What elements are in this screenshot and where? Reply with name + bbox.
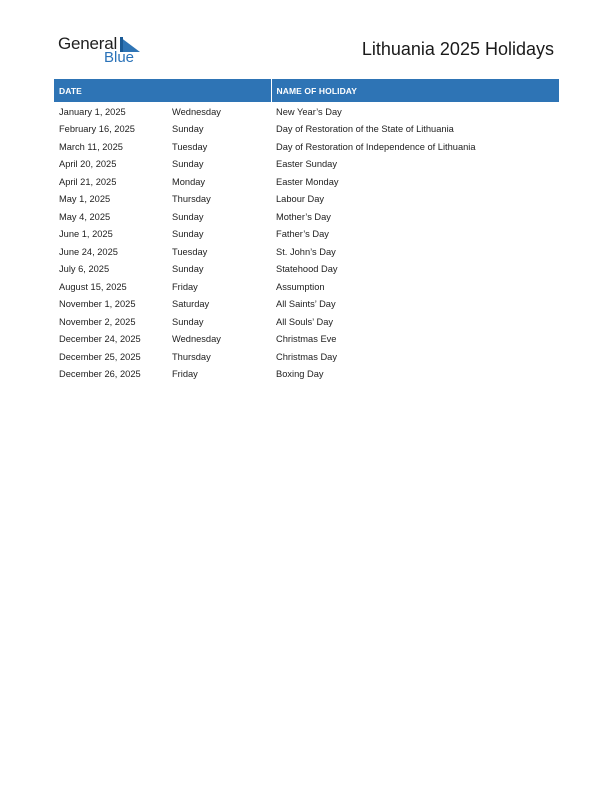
page-title: Lithuania 2025 Holidays [361,39,554,59]
holiday-weekday-cell: Wednesday [172,106,221,117]
table-row [54,138,559,156]
logo-text-blue: Blue [104,49,135,66]
holiday-weekday-cell: Monday [172,176,206,187]
holiday-name-cell: All Souls’ Day [276,316,334,327]
table-row [54,102,559,121]
holiday-date-cell: June 1, 2025 [59,229,113,240]
holiday-date-cell: May 4, 2025 [59,211,111,222]
holiday-name-cell: Mother’s Day [276,211,331,222]
table-row [54,296,559,314]
holiday-date-cell: April 20, 2025 [59,159,117,170]
holiday-weekday-cell: Wednesday [172,334,221,345]
holiday-date-cell: August 15, 2025 [59,281,127,292]
holiday-date-cell: April 21, 2025 [59,176,117,187]
table-row [54,331,559,349]
holiday-name-cell: Day of Restoration of Independence of Lithuania [276,141,476,152]
holiday-weekday-cell: Sunday [172,124,204,135]
holiday-weekday-cell: Sunday [172,264,204,275]
holiday-weekday-cell: Sunday [172,159,204,170]
holiday-name-cell: Assumption [276,281,325,292]
holiday-name-cell: Easter Sunday [276,159,337,170]
holiday-date-cell: February 16, 2025 [59,124,135,135]
holiday-weekday-cell: Tuesday [172,141,208,152]
holiday-weekday-cell: Sunday [172,211,204,222]
table-row [54,278,559,296]
holiday-name-cell: Easter Monday [276,176,339,187]
holiday-name-cell: Boxing Day [276,369,324,380]
holiday-date-cell: November 1, 2025 [59,299,136,310]
holiday-weekday-cell: Sunday [172,316,204,327]
holiday-name-cell: Christmas Day [276,351,337,362]
table-row [54,313,559,331]
holiday-name-cell: Day of Restoration of the State of Lithuania [276,124,454,135]
holiday-date-cell: June 24, 2025 [59,246,118,257]
holiday-name-cell: Father’s Day [276,229,329,240]
table-row [54,173,559,191]
table-row [54,226,559,244]
holiday-date-cell: July 6, 2025 [59,264,110,275]
table-row [54,348,559,366]
holiday-rows [54,102,559,383]
holiday-name-cell: All Saints’ Day [276,299,336,310]
table-row [54,243,559,261]
holiday-weekday-cell: Thursday [172,194,211,205]
holiday-date-cell: December 26, 2025 [59,369,141,380]
holiday-date-cell: March 11, 2025 [59,141,123,152]
table-row [54,156,559,174]
holiday-name-cell: Statehood Day [276,264,338,275]
holiday-date-cell: November 2, 2025 [59,316,136,327]
table-header-row [54,79,559,102]
holiday-column-header: NAME OF HOLIDAY [271,79,559,102]
holiday-weekday-cell: Saturday [172,299,210,310]
holiday-weekday-cell: Sunday [172,229,204,240]
logo-text-general: General [58,34,118,53]
holiday-weekday-cell: Tuesday [172,246,208,257]
table-row [54,261,559,279]
date-column-header: DATE [54,79,271,102]
table-row [54,208,559,226]
holiday-name-cell: Christmas Eve [276,334,337,345]
holiday-date-cell: January 1, 2025 [59,106,126,117]
holiday-date-cell: May 1, 2025 [59,194,111,205]
table-row [54,191,559,209]
holiday-weekday-cell: Thursday [172,351,211,362]
holiday-name-cell: St. John’s Day [276,246,336,257]
holiday-name-cell: New Year’s Day [276,106,342,117]
holiday-weekday-cell: Friday [172,281,198,292]
table-row [54,366,559,384]
holiday-weekday-cell: Friday [172,369,198,380]
holiday-date-cell: December 25, 2025 [59,351,141,362]
holiday-date-cell: December 24, 2025 [59,334,141,345]
holiday-name-cell: Labour Day [276,194,325,205]
brand-logo [58,34,148,68]
table-row [54,121,559,139]
holiday-table [54,79,559,383]
